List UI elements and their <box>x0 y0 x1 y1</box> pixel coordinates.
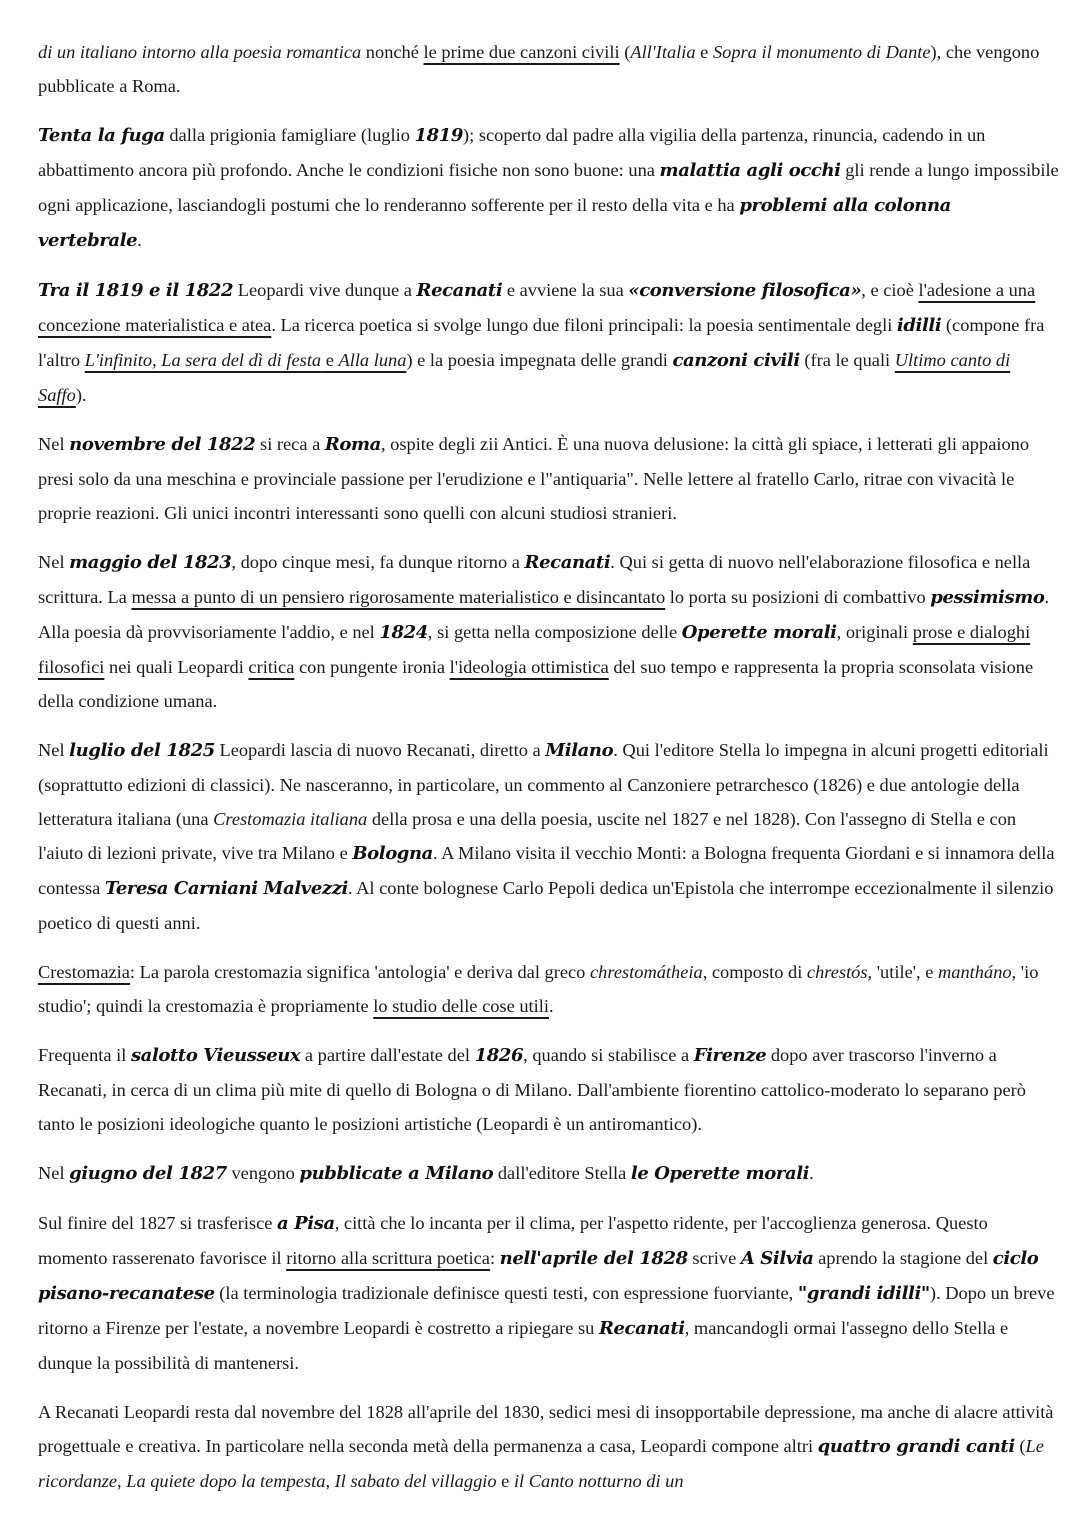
text-run: Nel <box>38 1163 70 1183</box>
text-run: , si getta nella composizione delle <box>427 622 682 642</box>
text-run: : <box>489 1248 500 1268</box>
highlighted-keyword: 1824 <box>379 622 428 643</box>
text-run: . <box>137 230 142 250</box>
paragraph <box>38 35 1060 103</box>
italic-text: chrestomátheia <box>589 962 703 982</box>
underlined-text: ritorno alla scrittura poetica <box>286 1248 490 1268</box>
paragraph <box>38 545 1060 718</box>
highlighted-keyword: giugno del 1827 <box>69 1163 227 1184</box>
text-run: ). <box>75 385 87 405</box>
italic-text: mantháno <box>938 962 1012 982</box>
text-run: Frequenta il <box>38 1045 131 1065</box>
underlined-text: e <box>321 350 339 370</box>
text-run: , e cioè <box>861 280 919 300</box>
underlined-text: messa a punto di un pensiero rigorosamente materialistico e disincantato <box>131 587 666 607</box>
text-run: Leopardi vive dunque a <box>233 280 417 300</box>
text-run: si reca a <box>255 434 325 454</box>
text-run: con pungente ironia <box>294 657 450 677</box>
highlighted-keyword: Teresa Carniani Malvezzi <box>104 878 348 899</box>
underlined-title: Alla luna <box>338 350 407 370</box>
text-run: . <box>809 1163 814 1183</box>
underlined-text: le prime due canzoni civili <box>423 42 620 62</box>
highlighted-keyword: canzoni civili <box>672 350 800 371</box>
text-run: dall'editore Stella <box>493 1163 631 1183</box>
paragraph <box>38 273 1060 412</box>
highlighted-keyword: luglio del 1825 <box>69 740 215 761</box>
paragraph <box>38 1156 1060 1191</box>
text-run: A Recanati Leopardi resta dal novembre del 1828 all'aprile del 1830, sedici mesi di insopportabile depressione, ma anche di alacre attività progettuale e creativa. In particolare nella seconda metà della permanenza a casa, Leopardi compone altri <box>38 1402 1054 1456</box>
paragraph <box>38 733 1060 940</box>
highlighted-keyword: ciclo pisano-recanatese <box>38 1248 1039 1304</box>
text-run: ) e la poesia impegnata delle grandi <box>406 350 673 370</box>
highlighted-keyword: Bologna <box>352 843 433 864</box>
text-run: e <box>496 1471 514 1491</box>
text-run: , 'io studio'; quindi la crestomazia è propriamente <box>38 962 1039 1016</box>
underlined-text: Crestomazia <box>38 962 130 982</box>
italic-text: il Canto notturno di un <box>513 1471 684 1491</box>
text-run: , dopo cinque mesi, fa dunque ritorno a <box>231 552 525 572</box>
text-run: del suo tempo e rappresenta la propria sconsolata visione della condizione umana. <box>38 657 1034 711</box>
text-run: Nel <box>38 434 70 454</box>
paragraph <box>38 1395 1060 1498</box>
underlined-title: Ultimo canto di Saffo <box>38 350 1011 405</box>
highlighted-keyword: 1826 <box>474 1045 524 1066</box>
text-run: , <box>117 1471 127 1491</box>
text-run: vengono <box>226 1163 300 1183</box>
text-run: dalla prigionia famigliare (luglio <box>164 125 415 145</box>
highlighted-keyword: quattro grandi canti <box>817 1436 1015 1457</box>
underlined-text: critica <box>248 657 295 677</box>
underlined-text: l'adesione a una concezione materialistica e atea <box>38 280 1036 335</box>
paragraph <box>38 118 1060 258</box>
text-run: . A Milano visita il vecchio Monti: a Bologna frequenta Giordani e si innamora della contessa <box>38 843 1055 898</box>
text-run: (la terminologia tradizionale definisce questi testi, con espressione fuorviante, <box>214 1283 798 1303</box>
italic-text: di un italiano intorno alla poesia romantica <box>38 42 362 62</box>
highlighted-keyword: «conversione filosofica» <box>628 280 862 301</box>
paragraph <box>38 955 1060 1023</box>
italic-text: Sopra il monumento di Dante <box>712 42 931 62</box>
text-run: , originali <box>836 622 913 642</box>
highlighted-keyword: malattia agli occhi <box>659 160 841 181</box>
highlighted-keyword: pessimismo <box>930 587 1045 608</box>
text-run: (fra le quali <box>799 350 895 370</box>
text-run: nonché <box>361 42 424 62</box>
text-run: ( <box>1014 1436 1026 1456</box>
highlighted-keyword: Recanati <box>524 552 611 573</box>
text-run: Sul finire del 1827 si trasferisce <box>38 1213 278 1233</box>
text-run: ), che vengono pubblicate a Roma. <box>38 42 1040 96</box>
text-run: Nel <box>38 552 70 572</box>
highlighted-keyword: le Operette morali <box>630 1163 810 1184</box>
highlighted-keyword: idilli <box>896 315 942 336</box>
text-run: (compone fra l'altro <box>38 315 1045 370</box>
text-run: . Qui si getta di nuovo nell'elaborazione filosofica e nella scrittura. La <box>38 552 1031 607</box>
text-run: , composto di <box>702 962 807 982</box>
italic-text: Le ricordanze <box>38 1436 1044 1491</box>
highlighted-keyword: novembre del 1822 <box>69 434 256 455</box>
italic-text: Il sabato del villaggio <box>334 1471 497 1491</box>
text-run: : La parola crestomazia significa 'antologia' e deriva dal greco <box>129 962 590 982</box>
highlighted-keyword: problemi alla colonna vertebrale <box>38 195 951 251</box>
text-run: , mancandogli ormai l'assegno dello Stella e dunque la possibilità di mantenersi. <box>38 1318 1009 1373</box>
text-run: scrive <box>687 1248 741 1268</box>
text-run: e <box>695 42 713 62</box>
document-body <box>38 35 1060 1513</box>
underlined-text: prose e dialoghi filosofici <box>38 622 1031 677</box>
text-run: . Alla poesia dà provvisoriamente l'addio, e nel <box>38 587 1050 642</box>
text-run: , ospite degli zii Antici. È una nuova delusione: la città gli spiace, i letterati gli appaiono presi solo da una meschina e provinciale passione per l'erudizione e l"antiquaria". Nelle lettere al fratello Carlo, ritrae con vivacità le proprie reazioni. Gli unici incontri interessanti sono quelli con alcuni studiosi stranieri. <box>38 434 1030 523</box>
paragraph <box>38 1038 1060 1141</box>
text-run: ); scoperto dal padre alla vigilia della partenza, rinuncia, cadendo in un abbattimento ancora più profondo. Anche le condizioni fisiche non sono buone: una <box>38 125 986 180</box>
highlighted-keyword: pubblicate a Milano <box>299 1163 494 1184</box>
text-run: dopo aver trascorso l'inverno a Recanati, in cerca di un clima più mite di quello di Bologna o di Milano. Dall'ambiente fiorentino cattolico-moderato lo separano però tanto le posizioni ideologiche quanto le posizioni artistiche (Leopardi è un antiromantico). <box>38 1045 1026 1134</box>
text-run: , 'utile', e <box>867 962 939 982</box>
highlighted-keyword: nell'aprile del 1828 <box>499 1248 688 1269</box>
highlighted-keyword: a Pisa <box>277 1213 335 1234</box>
text-run: gli rende a lungo impossibile ogni applicazione, lasciandogli postumi che lo renderanno sofferente per il resto della vita e ha <box>38 160 1059 215</box>
italic-text: La quiete dopo la tempesta <box>126 1471 326 1491</box>
text-run: , città che lo incanta per il clima, per l'aspetto ridente, per l'accoglienza generosa. Questo momento rasserenato favorisce il <box>38 1213 988 1268</box>
text-run: ( <box>619 42 631 62</box>
highlighted-keyword: Tenta la fuga <box>38 125 165 146</box>
text-run: a partire dall'estate del <box>300 1045 475 1065</box>
text-run: , <box>325 1471 335 1491</box>
underlined-text: l'ideologia ottimistica <box>449 657 609 677</box>
highlighted-keyword: "grandi idilli" <box>797 1283 930 1304</box>
highlighted-keyword: maggio del 1823 <box>69 552 232 573</box>
highlighted-keyword: Operette morali <box>681 622 837 643</box>
text-run: Nel <box>38 740 70 760</box>
highlighted-keyword: A Silvia <box>740 1248 814 1269</box>
text-run: Leopardi lascia di nuovo Recanati, diretto a <box>214 740 546 760</box>
text-run: della prosa e una della poesia, uscite nel 1827 e nel 1828). Con l'assegno di Stella e con l'aiuto di lezioni private, vive tra Milano e <box>38 809 1017 863</box>
highlighted-keyword: 1819 <box>414 125 463 146</box>
paragraph <box>38 1206 1060 1380</box>
text-run: e avviene la sua <box>502 280 629 300</box>
highlighted-keyword: Milano <box>545 740 614 761</box>
highlighted-keyword: Roma <box>324 434 381 455</box>
highlighted-keyword: Firenze <box>693 1045 767 1066</box>
highlighted-keyword: Recanati <box>416 280 503 301</box>
text-run: , quando si stabilisce a <box>523 1045 694 1065</box>
highlighted-keyword: salotto Vieusseux <box>130 1045 301 1066</box>
underlined-title: L'infinito, La sera del dì di festa <box>84 350 322 370</box>
text-run: . Qui l'editore Stella lo impegna in alcuni progetti editoriali (soprattutto edizioni di classici). Ne nasceranno, in particolare, un commento al Canzoniere petrarchesco (1826) e due antologie della letteratura italiana (una <box>38 740 1049 829</box>
highlighted-keyword: Tra il 1819 e il 1822 <box>38 280 234 301</box>
paragraph <box>38 427 1060 530</box>
text-run: . Al conte bolognese Carlo Pepoli dedica un'Epistola che interrompe eccezionalmente il silenzio poetico di questi anni. <box>38 878 1054 933</box>
highlighted-keyword: Recanati <box>598 1318 685 1339</box>
italic-text: Crestomazia italiana <box>213 809 368 829</box>
italic-text: All'Italia <box>630 42 696 62</box>
text-run: . La ricerca poetica si svolge lungo due filoni principali: la poesia sentimentale degli <box>271 315 897 335</box>
underlined-text: lo studio delle cose utili <box>373 996 549 1016</box>
text-run: . <box>548 996 554 1016</box>
text-run: lo porta su posizioni di combattivo <box>665 587 931 607</box>
text-run: aprendo la stagione del <box>813 1248 993 1268</box>
text-run: nei quali Leopardi <box>104 657 249 677</box>
text-run: ). Dopo un breve ritorno a Firenze per l'estate, a novembre Leopardi è costretto a ripiegare su <box>38 1283 1055 1338</box>
italic-text: chrestós <box>806 962 868 982</box>
